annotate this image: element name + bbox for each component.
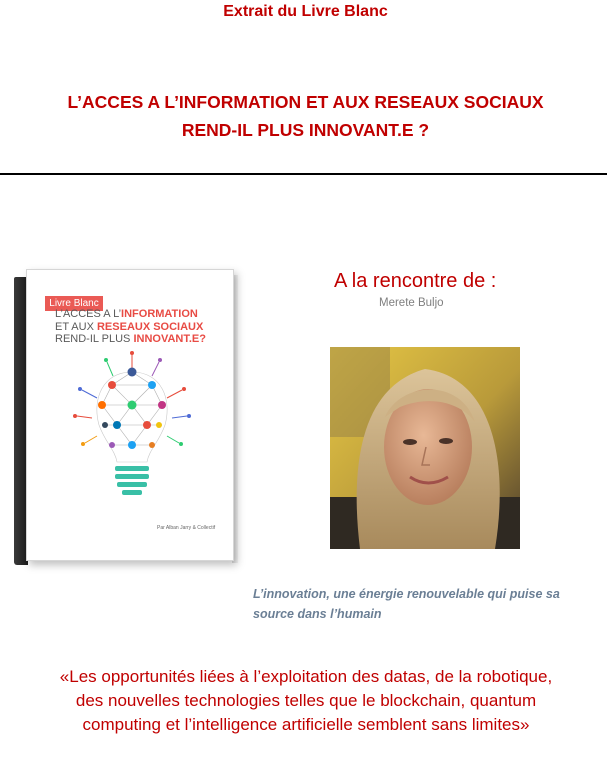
title-line-2: REND-IL PLUS INNOVANT.E ?: [181, 120, 430, 140]
book-cover: [14, 265, 238, 565]
meeting-label: A la rencontre de :: [334, 270, 497, 292]
title-line-1: L’ACCES A L’INFORMATION ET AUX RESEAUX SOCIAUX: [67, 92, 544, 112]
page-kicker: Extrait du Livre Blanc: [223, 3, 388, 20]
quote-line-3: computing et l’intelligence artificielle semblent sans limites»: [82, 715, 530, 734]
portrait-photo: [330, 347, 520, 549]
lightbulb-network-icon: [67, 350, 197, 515]
book-front: [26, 269, 234, 561]
quote-line-1: «Les opportunités liées à l’exploitation des datas, de la robotique,: [59, 667, 553, 686]
title-divider: [0, 173, 607, 175]
photo-caption: L’innovation, une énergie renouvelable qui puise sa source dans l’humain: [253, 587, 560, 621]
page-title: [0, 88, 611, 144]
book-author: Par Alban Jarry & Collectif: [157, 525, 216, 531]
quote-line-2: des nouvelles technologies telles que le blockchain, quantum: [75, 691, 537, 710]
pull-quote: [12, 665, 600, 737]
person-name: Merete Buljo: [379, 297, 444, 309]
book-title: L’ACCES A L’INFORMATION ET AUX RESEAUX SOCIAUX REND-IL PLUS INNOVANT.E?: [55, 308, 206, 345]
social-media-icons: [98, 368, 166, 450]
book-badge: Livre Blanc: [45, 296, 103, 311]
